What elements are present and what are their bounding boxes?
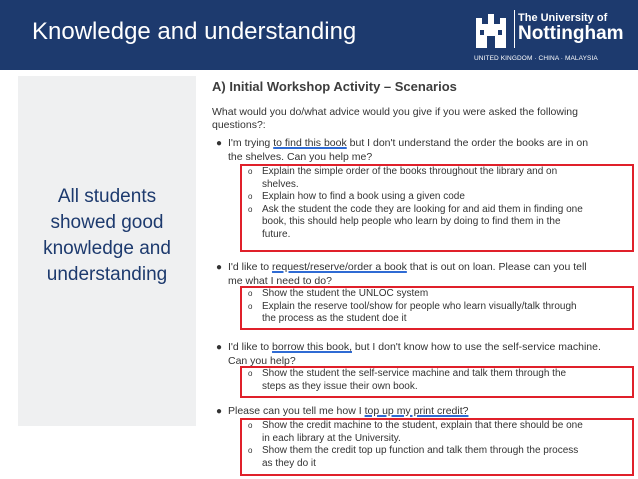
bullet-icon: ● [216,138,223,149]
answer-text: book, this should help people who learn by doing to find them in the [262,216,561,227]
intro-line: questions?: [212,119,266,131]
bullet-icon: ● [216,406,223,417]
answer-box-1 [240,164,634,252]
logo-subtitle: UNITED KINGDOM · CHINA · MALAYSIA [474,55,598,62]
answer-item: o Show the credit machine to the student, explain that there should be one [248,420,583,431]
question-4 [228,404,468,418]
logo-line1: The University of [518,12,608,24]
answer-text: the process as the student doe it [262,313,407,324]
slide-header [0,0,638,70]
question-text: that is out on loan. Please can you tell [406,261,587,273]
question-text: but I don't know how to use the self-service machine. [352,341,601,353]
intro-line: What would you do/what advice would you give if you were asked the following [212,106,578,118]
answer-item: o Show the student the self-service machine and talk them through the [248,368,567,379]
answer-text: in each library at the University. [262,432,401,444]
question-highlight: borrow this book, [272,341,352,353]
question-text: the shelves. Can you help me? [228,151,373,163]
question-text: I'd like to [228,341,273,353]
question-text: but I don't understand the order the books are in on [346,137,589,149]
bullet-icon: ● [216,342,223,353]
question-highlight: top up my print credit? [364,405,469,417]
scenario-document [202,72,638,479]
answer-text: future. [262,228,291,240]
bullet-icon: ● [216,262,223,273]
logo-line2: Nottingham [518,23,624,44]
summary-line: All students [57,186,157,207]
summary-panel [18,76,196,426]
answer-text: shelves. [262,178,299,190]
question-highlight: request/reserve/order a book [272,261,407,273]
summary-line: knowledge and [43,238,171,259]
question-text: me what I need to do? [228,275,332,287]
answer-item: o Explain the reserve tool/show for people who learn visually/talk through [248,300,577,312]
question-text: I'm trying [228,137,274,149]
university-logo [468,6,633,64]
slide-title: Knowledge and understanding [32,18,357,45]
summary-line: showed good [50,212,164,233]
logo-divider [514,10,515,48]
question-text: Please can you tell me how I [228,405,365,417]
answer-item: o Show them the credit top up function and talk them through the process [248,445,579,456]
answer-item: o Show the student the UNLOC system [248,288,429,299]
question-text: I'd like to [228,261,273,273]
question-2 [228,260,587,288]
answer-item: o Explain how to find a book using a given code [248,191,465,202]
summary-line: understanding [46,264,168,285]
question-highlight: to find this book [273,137,347,149]
answer-text: steps as they issue their own book. [262,380,418,392]
answer-text: as they do it [262,457,316,469]
summary-text [18,184,196,288]
question-text: Can you help? [228,355,296,367]
document-intro [212,106,578,132]
question-3 [228,340,601,368]
answer-box-2 [240,286,634,330]
answer-box-4 [240,418,634,476]
answer-box-3 [240,366,634,398]
answer-item: o Explain the simple order of the books throughout the library and on [248,166,558,177]
answer-item: o Ask the student the code they are looking for and aid them in finding one [248,203,583,215]
question-1 [228,136,588,164]
castle-crest-icon [472,10,510,50]
document-title: A) Initial Workshop Activity – Scenarios [212,79,457,94]
